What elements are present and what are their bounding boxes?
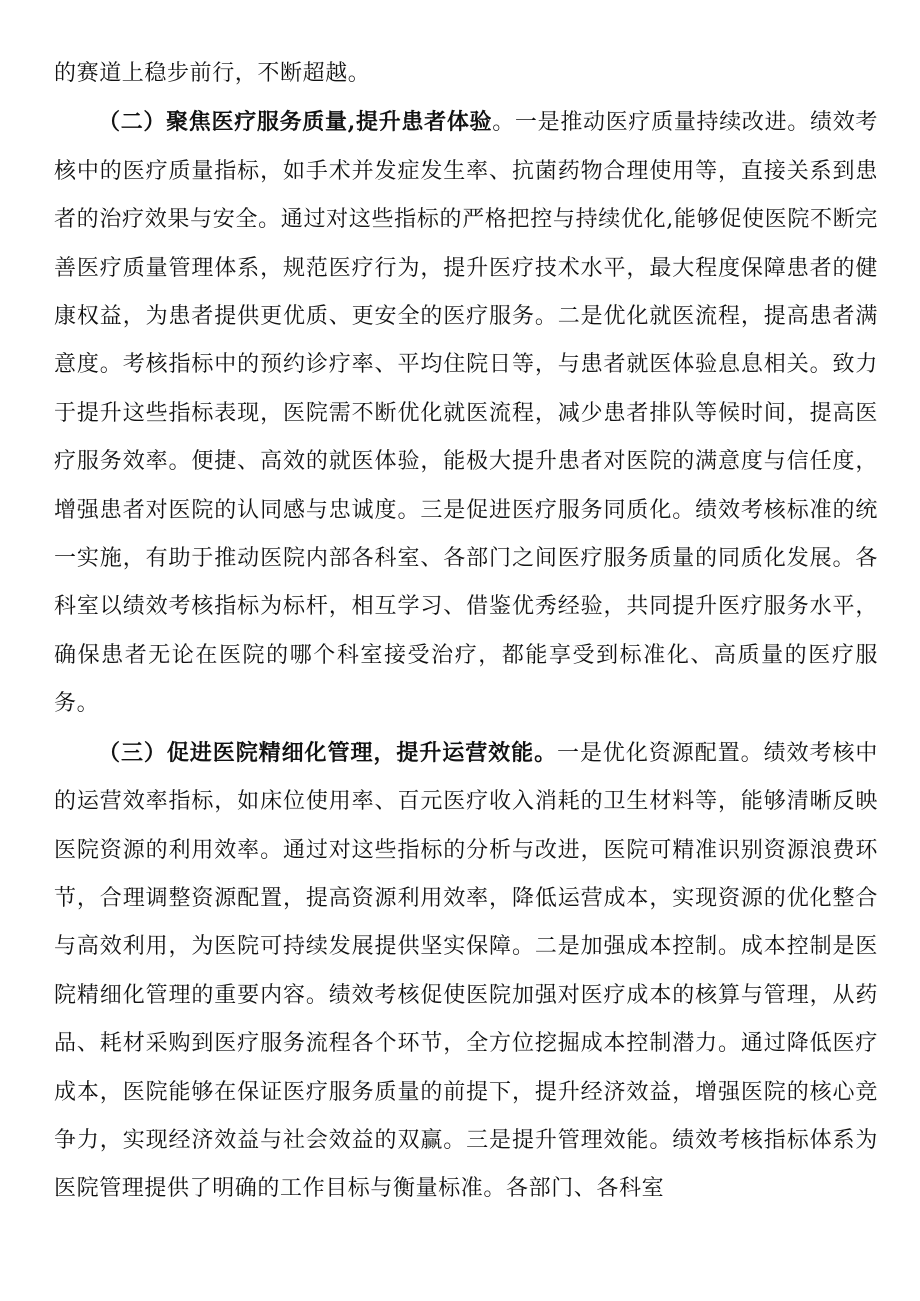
section-3-paragraph — [54, 729, 878, 1214]
document-body — [54, 50, 878, 1214]
section-2-heading: （二）聚焦医疗服务质量,提升患者体验 — [98, 109, 493, 136]
continuation-text: 的赛道上稳步前行，不断超越。 — [54, 61, 371, 86]
continuation-paragraph — [54, 50, 878, 98]
section-2-body: 。一是推动医疗质量持续改进。绩效考核中的医疗质量指标，如手术并发症发生率、抗菌药物合理使用等，直接关系到患者的治疗效果与安全。通过对这些指标的严格把控与持续优化,能够促使医院不断完善医疗质量管理体系，规范医疗行为，提升医疗技术水平，最大程度保障患者的健康权益，为患者提供更优质、更安全的医疗服务。二是优化就医流程，提高患者满意度。考核指标中的预约诊疗率、平均住院日等，与患者就医体验息息相关。致力于提升这些指标表现，医院需不断优化就医流程，减少患者排队等候时间，提高医疗服务效率。便捷、高效的就医体验，能极大提升患者对医院的满意度与信任度，增强患者对医院的认同感与忠诚度。三是促进医疗服务同质化。绩效考核标准的统一实施，有助于推动医院内部各科室、各部门之间医疗服务质量的同质化发展。各科室以绩效考核指标为标杆，相互学习、借鉴优秀经验，共同提升医疗服务水平，确保患者无论在医院的哪个科室接受治疗，都能享受到标准化、高质量的医疗服务。 — [54, 110, 879, 717]
section-2-paragraph — [54, 98, 878, 728]
section-3-body: 一是优化资源配置。绩效考核中的运营效率指标，如床位使用率、百元医疗收入消耗的卫生材料等，能够清晰反映医院资源的利用效率。通过对这些指标的分析与改进，医院可精准识别资源浪费环节，合理调整资源配置，提高资源利用效率，降低运营成本，实现资源的优化整合与高效利用，为医院可持续发展提供坚实保障。二是加强成本控制。成本控制是医院精细化管理的重要内容。绩效考核促使医院加强对医疗成本的核算与管理，从药品、耗材采购到医疗服务流程各个环节，全方位挖掘成本控制潜力。通过降低医疗成本，医院能够在保证医疗服务质量的前提下，提升经济效益，增强医院的核心竞争力，实现经济效益与社会效益的双赢。三是提升管理效能。绩效考核指标体系为医院管理提供了明确的工作目标与衡量标准。各部门、各科室 — [54, 740, 878, 1202]
section-3-heading: （三）促进医院精细化管理，提升运营效能。 — [98, 739, 558, 766]
